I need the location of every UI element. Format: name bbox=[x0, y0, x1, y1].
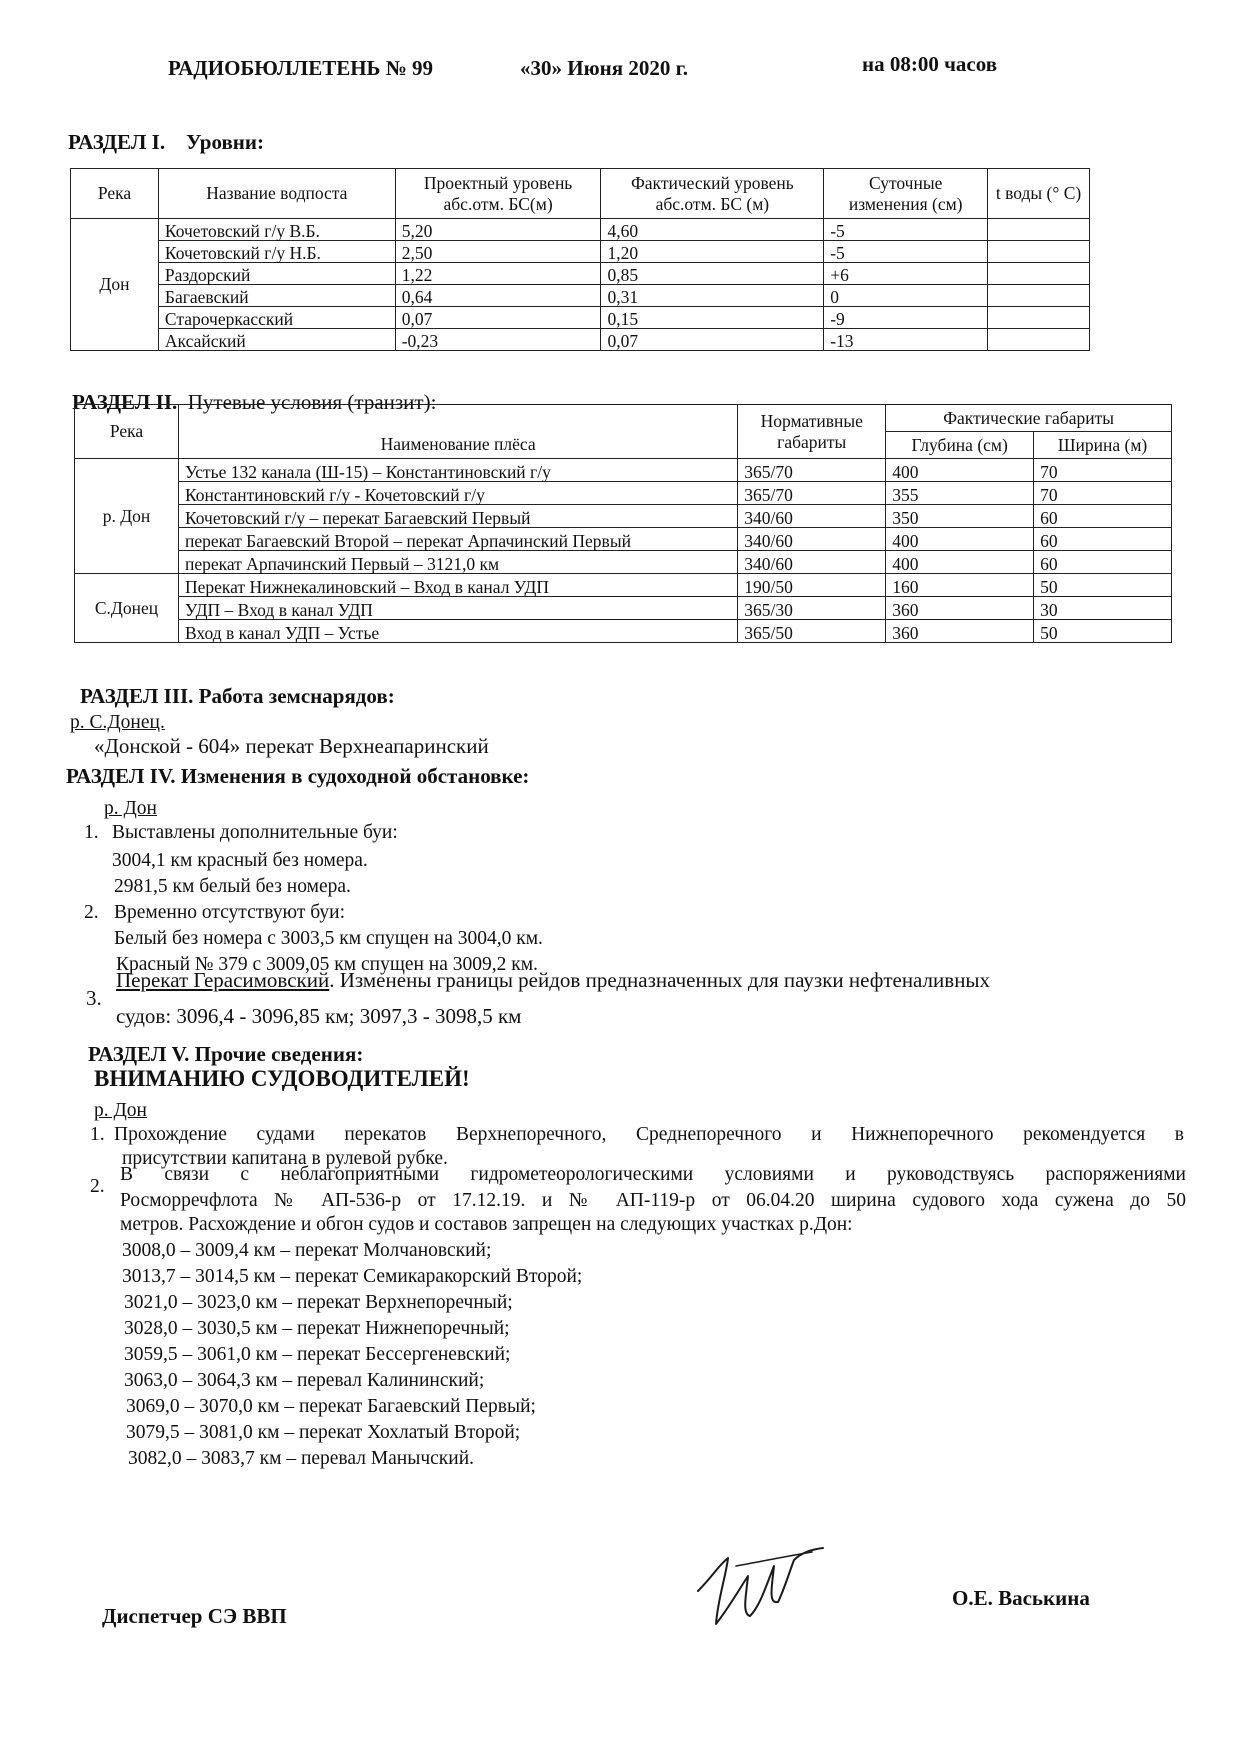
transit-norm: 340/60 bbox=[738, 551, 886, 574]
col-actual-level: Фактический уровень абс.отм. БС (м) bbox=[601, 169, 824, 219]
levels-design: -0,23 bbox=[395, 329, 601, 351]
transit-width: 60 bbox=[1034, 505, 1172, 528]
transit-width: 70 bbox=[1034, 482, 1172, 505]
levels-change: -13 bbox=[824, 329, 988, 351]
levels-design: 0,64 bbox=[395, 285, 601, 307]
col-water-temp: t воды (° С) bbox=[988, 169, 1090, 219]
transit-depth: 400 bbox=[886, 528, 1034, 551]
col-daily-change: Суточные изменения (см) bbox=[824, 169, 988, 219]
transit-reach: Константиновский г/у - Кочетовский г/у bbox=[178, 482, 737, 505]
s5-item1-line2: присутствии капитана в рулевой рубке. bbox=[122, 1148, 448, 1169]
s5-item2-line1: В связи с неблагоприятными гидрометеорологическими условиями и руководствуясь распоряжениями bbox=[120, 1164, 1186, 1185]
transit-depth: 360 bbox=[886, 620, 1034, 643]
bulletin-date: «30» Июня 2020 г. bbox=[520, 56, 689, 80]
levels-design: 5,20 bbox=[395, 219, 601, 241]
levels-actual: 0,07 bbox=[601, 329, 824, 351]
levels-actual: 4,60 bbox=[601, 219, 824, 241]
transit-row bbox=[75, 551, 1172, 574]
transit-norm: 190/50 bbox=[738, 574, 886, 597]
s4-item3-num: 3. bbox=[86, 986, 102, 1010]
s5-list-4: 3028,0 – 3030,5 км – перекат Нижнепоречный; bbox=[124, 1318, 510, 1339]
levels-row bbox=[71, 329, 1090, 351]
transit-norm: 340/60 bbox=[738, 505, 886, 528]
transit-depth: 350 bbox=[886, 505, 1034, 528]
transit-width: 60 bbox=[1034, 528, 1172, 551]
transit-depth: 400 bbox=[886, 551, 1034, 574]
col-norm: Нормативные габариты bbox=[738, 405, 886, 459]
footer-position: Диспетчер СЭ ВВП bbox=[102, 1604, 287, 1628]
s5-list-6: 3063,0 – 3064,3 км – перевал Калининский; bbox=[124, 1370, 485, 1391]
section4-river: р. Дон bbox=[104, 798, 157, 819]
levels-actual: 0,85 bbox=[601, 263, 824, 285]
transit-width: 70 bbox=[1034, 459, 1172, 482]
col-design-level: Проектный уровень абс.отм. БС(м) bbox=[395, 169, 601, 219]
levels-table-header bbox=[71, 169, 1090, 219]
levels-design: 2,50 bbox=[395, 241, 601, 263]
s4-item1-text: Выставлены дополнительные буи: bbox=[112, 822, 398, 843]
levels-row bbox=[71, 241, 1090, 263]
levels-actual: 0,15 bbox=[601, 307, 824, 329]
levels-change: -5 bbox=[824, 219, 988, 241]
transit-reach: Устье 132 канала (Ш-15) – Константиновский г/у bbox=[178, 459, 737, 482]
levels-actual: 0,31 bbox=[601, 285, 824, 307]
s5-list-2: 3013,7 – 3014,5 км – перекат Семикаракорский Второй; bbox=[122, 1266, 583, 1287]
transit-norm: 340/60 bbox=[738, 528, 886, 551]
s4-item1-line1: 3004,1 км красный без номера. bbox=[112, 850, 368, 871]
s5-list-3: 3021,0 – 3023,0 км – перекат Верхнепоречный; bbox=[124, 1292, 513, 1313]
s5-list-8: 3079,5 – 3081,0 км – перекат Хохлатый Второй; bbox=[126, 1422, 521, 1443]
transit-reach: перекат Багаевский Второй – перекат Арпачинский Первый bbox=[178, 528, 737, 551]
section2-title: РАЗДЕЛ II. bbox=[72, 390, 178, 414]
col-river: Река bbox=[71, 169, 159, 219]
s5-list-1: 3008,0 – 3009,4 км – перекат Молчановский; bbox=[122, 1240, 492, 1261]
transit-row bbox=[75, 505, 1172, 528]
s5-item2-num: 2. bbox=[90, 1176, 105, 1197]
section3-heading: РАЗДЕЛ III. Работа земснарядов: bbox=[80, 684, 395, 708]
levels-post: Старочеркасский bbox=[158, 307, 395, 329]
levels-table bbox=[70, 168, 1090, 351]
levels-actual: 1,20 bbox=[601, 241, 824, 263]
section5-heading: РАЗДЕЛ V. Прочие сведения: bbox=[88, 1042, 364, 1066]
transit-norm: 365/70 bbox=[738, 482, 886, 505]
s4-item1-line2: 2981,5 км белый без номера. bbox=[114, 876, 351, 897]
levels-row bbox=[71, 219, 1090, 241]
section5-attention: ВНИМАНИЮ СУДОВОДИТЕЛЕЙ! bbox=[94, 1066, 470, 1091]
transit-norm: 365/30 bbox=[738, 597, 886, 620]
transit-width: 50 bbox=[1034, 620, 1172, 643]
transit-header-row-1 bbox=[75, 405, 1172, 432]
levels-temp bbox=[988, 241, 1090, 263]
section1-title: РАЗДЕЛ I. bbox=[68, 130, 166, 154]
transit-reach: Кочетовский г/у – перекат Багаевский Первый bbox=[178, 505, 737, 528]
levels-change: +6 bbox=[824, 263, 988, 285]
col-river2: Река bbox=[75, 405, 179, 459]
levels-post: Кочетовский г/у Н.Б. bbox=[158, 241, 395, 263]
s4-item2-num: 2. bbox=[84, 902, 99, 923]
transit-river: С.Донец bbox=[75, 574, 179, 643]
transit-row bbox=[75, 620, 1172, 643]
s5-item2-line2: Росморречфлота № АП-536-р от 17.12.19. и № АП-119-р от 06.04.20 ширина судового хода сужена до 50 bbox=[120, 1190, 1186, 1211]
signature-icon bbox=[688, 1536, 828, 1631]
s5-item1-line1: Прохождение судами перекатов Верхнепоречного, Среднепоречного и Нижнепоречного рекомендуется в bbox=[114, 1124, 1184, 1145]
transit-river: р. Дон bbox=[75, 459, 179, 574]
transit-width: 50 bbox=[1034, 574, 1172, 597]
col-width: Ширина (м) bbox=[1034, 432, 1172, 459]
footer-name: О.Е. Васькина bbox=[952, 1586, 1090, 1610]
s5-list-7: 3069,0 – 3070,0 км – перекат Багаевский Первый; bbox=[126, 1396, 536, 1417]
transit-width: 60 bbox=[1034, 551, 1172, 574]
levels-post: Кочетовский г/у В.Б. bbox=[158, 219, 395, 241]
levels-post: Багаевский bbox=[158, 285, 395, 307]
levels-temp bbox=[988, 219, 1090, 241]
section3-river: р. С.Донец. bbox=[70, 712, 165, 733]
section3-dredger: «Донской - 604» перекат Верхнеапаринский bbox=[94, 734, 489, 758]
transit-table bbox=[74, 404, 1172, 643]
levels-design: 1,22 bbox=[395, 263, 601, 285]
s5-list-5: 3059,5 – 3061,0 км – перекат Бессергеневский; bbox=[124, 1344, 511, 1365]
levels-row bbox=[71, 285, 1090, 307]
section4-heading: РАЗДЕЛ IV. Изменения в судоходной обстановке: bbox=[66, 764, 530, 788]
levels-design: 0,07 bbox=[395, 307, 601, 329]
levels-post: Аксайский bbox=[158, 329, 395, 351]
bulletin-title: РАДИОБЮЛЛЕТЕНЬ № 99 bbox=[168, 56, 434, 80]
transit-reach: перекат Арпачинский Первый – 3121,0 км bbox=[178, 551, 737, 574]
levels-row bbox=[71, 307, 1090, 329]
section1-subtitle: Уровни: bbox=[186, 130, 264, 154]
levels-temp bbox=[988, 329, 1090, 351]
transit-row bbox=[75, 482, 1172, 505]
levels-post: Раздорский bbox=[158, 263, 395, 285]
s4-item3-link: Перекат Герасимовский bbox=[116, 968, 330, 992]
s4-item3-rest: . Изменены границы рейдов предназначенных для паузки нефтеналивных bbox=[329, 968, 991, 992]
transit-row bbox=[75, 597, 1172, 620]
transit-row bbox=[75, 574, 1172, 597]
s4-item1-num: 1. bbox=[84, 822, 99, 843]
transit-norm: 365/70 bbox=[738, 459, 886, 482]
levels-temp bbox=[988, 307, 1090, 329]
s5-list-9: 3082,0 – 3083,7 км – перевал Манычский. bbox=[128, 1448, 475, 1469]
bulletin-time: на 08:00 часов bbox=[862, 52, 998, 76]
section2-subtitle: Путевые условия (транзит): bbox=[187, 390, 437, 414]
transit-norm: 365/50 bbox=[738, 620, 886, 643]
transit-row bbox=[75, 459, 1172, 482]
col-reach: Наименование плёса bbox=[178, 405, 737, 459]
levels-river: Дон bbox=[71, 219, 159, 351]
s4-item2-line2: Красный № 379 с 3009,05 км спущен на 3009,2 км. bbox=[116, 954, 538, 975]
levels-change: -9 bbox=[824, 307, 988, 329]
section5-river: р. Дон bbox=[94, 1100, 147, 1121]
s5-item2-line3: метров. Расхождение и обгон судов и составов запрещен на следующих участках р.Дон: bbox=[120, 1214, 853, 1235]
col-actual-dims: Фактические габариты bbox=[886, 405, 1172, 432]
col-depth: Глубина (см) bbox=[886, 432, 1034, 459]
s5-item1-num: 1. bbox=[90, 1124, 105, 1145]
transit-reach: Вход в канал УДП – Устье bbox=[178, 620, 737, 643]
transit-depth: 360 bbox=[886, 597, 1034, 620]
section1-heading bbox=[68, 130, 264, 155]
transit-depth: 355 bbox=[886, 482, 1034, 505]
levels-temp bbox=[988, 285, 1090, 307]
levels-row bbox=[71, 263, 1090, 285]
levels-change: -5 bbox=[824, 241, 988, 263]
s4-item3-text bbox=[116, 968, 990, 993]
s4-item2-line1: Белый без номера с 3003,5 км спущен на 3004,0 км. bbox=[114, 928, 543, 949]
transit-reach: УДП – Вход в канал УДП bbox=[178, 597, 737, 620]
transit-depth: 400 bbox=[886, 459, 1034, 482]
levels-change: 0 bbox=[824, 285, 988, 307]
transit-width: 30 bbox=[1034, 597, 1172, 620]
s4-item3-line2: судов: 3096,4 - 3096,85 км; 3097,3 - 3098,5 км bbox=[116, 1004, 522, 1028]
transit-reach: Перекат Нижнекалиновский – Вход в канал УДП bbox=[178, 574, 737, 597]
levels-temp bbox=[988, 263, 1090, 285]
transit-depth: 160 bbox=[886, 574, 1034, 597]
col-post: Название водпоста bbox=[158, 169, 395, 219]
transit-row bbox=[75, 528, 1172, 551]
s4-item2-text: Временно отсутствуют буи: bbox=[114, 902, 346, 923]
